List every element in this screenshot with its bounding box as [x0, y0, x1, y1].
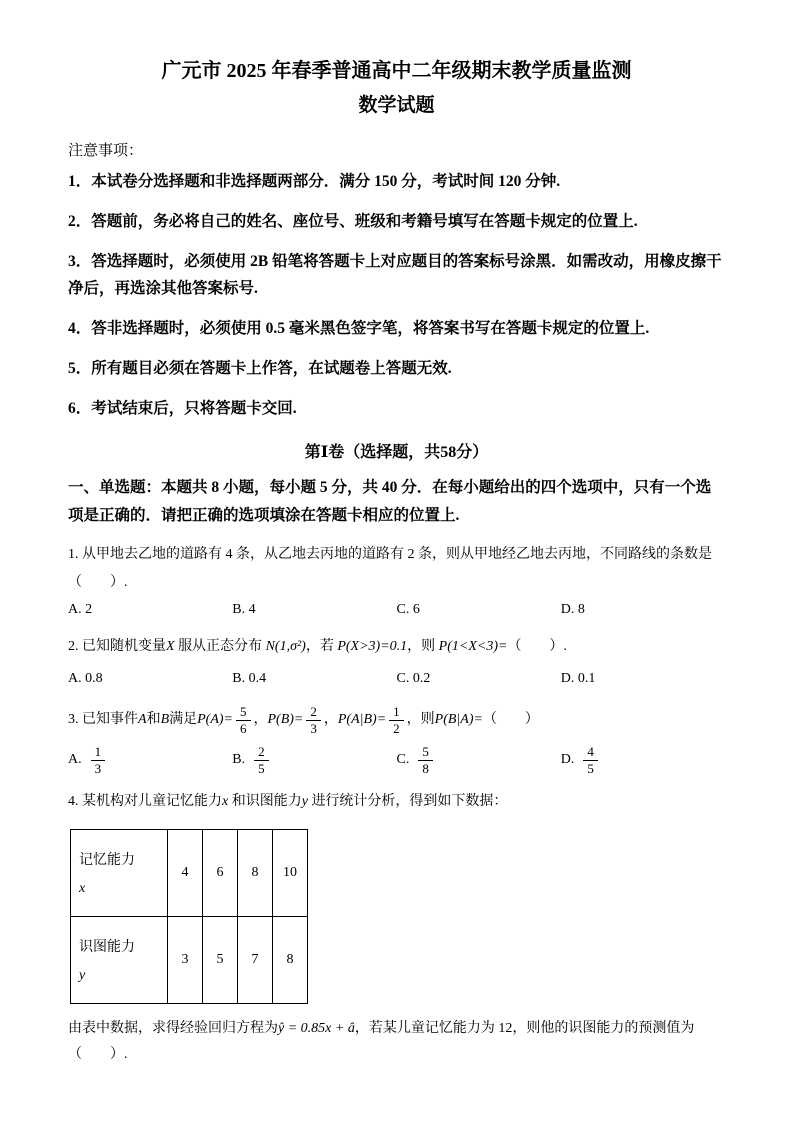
fraction-numerator: 4 [583, 744, 598, 761]
option-b: B. 4 [232, 602, 256, 618]
q3-math-pba: P(B|A)= [434, 711, 483, 727]
statistics-table [70, 829, 308, 1004]
q3-text-4: ，则 [406, 711, 435, 727]
row-label: 识图能力 [79, 939, 135, 955]
paper-title: 广元市 2025 年春季普通高中二年级期末教学质量监测 [161, 60, 632, 82]
option-a: A. 2 [68, 602, 93, 618]
table-row-memory [71, 829, 308, 916]
option-c [397, 744, 561, 776]
table-cell: 3 [168, 916, 203, 1003]
question-4-answer-blank: （ ）. [68, 1046, 128, 1062]
fraction-numerator: 2 [306, 704, 321, 721]
fraction-numerator: 1 [389, 704, 404, 721]
q3-text-3: 满足 [169, 711, 198, 727]
question-4-followup [68, 1016, 725, 1041]
paper-subtitle: 数学试题 [358, 95, 435, 116]
q4-text-2: 和识图能力 [228, 794, 302, 810]
question-2-options [68, 668, 725, 690]
question-4-text [68, 790, 725, 815]
q3-event-a: A [138, 711, 147, 727]
q4-regression-equation: ŷ = 0.85x + â [278, 1020, 355, 1036]
q2-math-x: X [166, 639, 175, 655]
q3-text-1: 3. 已知事件 [68, 711, 138, 727]
row-label: 记忆能力 [79, 852, 135, 868]
q3-math-pa: P(A)= [197, 711, 233, 727]
table-cell: 6 [203, 829, 238, 916]
fraction-pab [389, 704, 404, 736]
fraction-option-d [583, 744, 598, 776]
fraction-numerator: 1 [91, 744, 106, 761]
option-d: D. 8 [560, 602, 585, 618]
q3-comma-1: ， [253, 711, 268, 727]
fraction-denominator: 5 [258, 760, 265, 776]
table-cell: 5 [203, 916, 238, 1003]
notice-item-6: 6．考试结束后，只将答题卡交回. [68, 400, 297, 418]
fraction-denominator: 6 [240, 720, 247, 736]
fraction-denominator: 3 [94, 760, 102, 776]
option-c: C. 0.2 [396, 670, 431, 686]
table-cell: 7 [238, 916, 273, 1003]
row-header-recognition [71, 916, 168, 1003]
notice-item-2: 2．答题前，务必将自己的姓名、座位号、班级和考籍号填写在答题卡规定的位置上. [68, 212, 638, 230]
q2-text-3: ，若 [305, 639, 338, 655]
table-cell: 4 [168, 829, 203, 916]
q2-math-prob-1: P(X>3)=0.1 [337, 639, 408, 655]
option-a [68, 744, 232, 776]
option-d: D. 0.1 [560, 670, 596, 686]
option-b [232, 744, 396, 776]
question-3-options [68, 744, 725, 776]
q3-text-2: 和 [146, 711, 161, 727]
option-label: D. [560, 752, 575, 768]
table-row-recognition [71, 916, 308, 1003]
question-1-text: 1. 从甲地去乙地的道路有 4 条，从乙地去丙地的道路有 2 条，则从甲地经乙地去丙地，不同路线的条数是 [68, 546, 712, 562]
fraction-numerator: 5 [418, 744, 433, 761]
q3-answer-blank: （ ） [482, 711, 539, 727]
q4-text-1: 4. 某机构对儿童记忆能力 [68, 794, 222, 810]
fraction-pb [306, 704, 321, 736]
table-cell: 10 [273, 829, 308, 916]
question-1-options [68, 599, 725, 621]
fraction-option-b [254, 744, 269, 776]
row-variable: y [79, 967, 86, 983]
q4-var-y: y [301, 794, 308, 810]
fraction-denominator: 3 [310, 720, 317, 736]
q3-math-pab: P(A|B)= [337, 711, 387, 727]
table-cell: 8 [273, 916, 308, 1003]
question-3-text [68, 704, 725, 736]
notice-item-4: 4．答非选择题时，必须使用 0.5 毫米黑色签字笔，将答案书写在答题卡规定的位置上. [68, 320, 650, 338]
option-d [561, 744, 725, 776]
q3-event-b: B [160, 711, 170, 727]
row-header-memory [71, 829, 168, 916]
q3-comma-2: ， [323, 711, 338, 727]
q2-text-1: 2. 已知随机变量 [68, 639, 166, 655]
row-variable: x [79, 880, 86, 896]
q2-text-4: ，则 [407, 639, 439, 655]
q4-followup-text-1: 由表中数据，求得经验回归方程为 [68, 1020, 278, 1036]
fraction-denominator: 8 [422, 760, 429, 776]
q2-text-2: 服从正态分布 [174, 639, 266, 655]
option-label: A. [68, 752, 82, 768]
q4-text-3: 进行统计分析，得到如下数据： [307, 794, 508, 810]
q3-math-pb: P(B)= [267, 711, 304, 727]
q4-var-x: x [222, 794, 229, 810]
notice-item-1: 1．本试卷分选择题和非选择题两部分．满分 150 分，考试时间 120 分钟. [68, 172, 561, 190]
option-b: B. 0.4 [232, 670, 267, 686]
section-1-title: 第Ⅰ卷（选择题，共58分） [304, 443, 489, 461]
option-a: A. 0.8 [68, 670, 103, 686]
fraction-numerator: 2 [254, 744, 269, 761]
question-1-answer-blank: （ ）. [68, 575, 128, 591]
fraction-denominator: 5 [587, 760, 594, 776]
section-1-intro: 一、单选题：本题共 8 小题，每小题 5 分，共 40 分．在每小题给出的四个选项中，只有一个选项是正确的．请把正确的选项填涂在答题卡相应的位置上. [68, 478, 712, 525]
question-2-text [68, 635, 725, 660]
q4-followup-text-2: ，若某儿童记忆能力为 12，则他的识图能力的预测值为 [354, 1020, 695, 1036]
table-cell: 8 [238, 829, 273, 916]
q2-math-prob-2: P(1<X<3)= [438, 639, 508, 655]
option-c: C. 6 [396, 602, 420, 618]
q2-math-normal-dist: N(1,σ²) [265, 639, 306, 655]
notice-heading: 注意事项： [68, 142, 144, 159]
fraction-numerator: 5 [236, 704, 251, 721]
notice-item-5: 5．所有题目必须在答题卡上作答，在试题卷上答题无效. [68, 360, 452, 378]
option-label: B. [232, 752, 246, 768]
fraction-option-c [418, 744, 433, 776]
option-label: C. [396, 752, 410, 768]
notice-item-3: 3．答选择题时，必须使用 2B 铅笔将答题卡上对应题目的答案标号涂黑．如需改动，用橡皮擦干净后，再选涂其他答案标号. [68, 252, 722, 298]
fraction-denominator: 2 [393, 720, 400, 736]
fraction-option-a [91, 744, 106, 776]
fraction-pa [236, 704, 251, 736]
q2-answer-blank: （ ）. [507, 639, 567, 655]
